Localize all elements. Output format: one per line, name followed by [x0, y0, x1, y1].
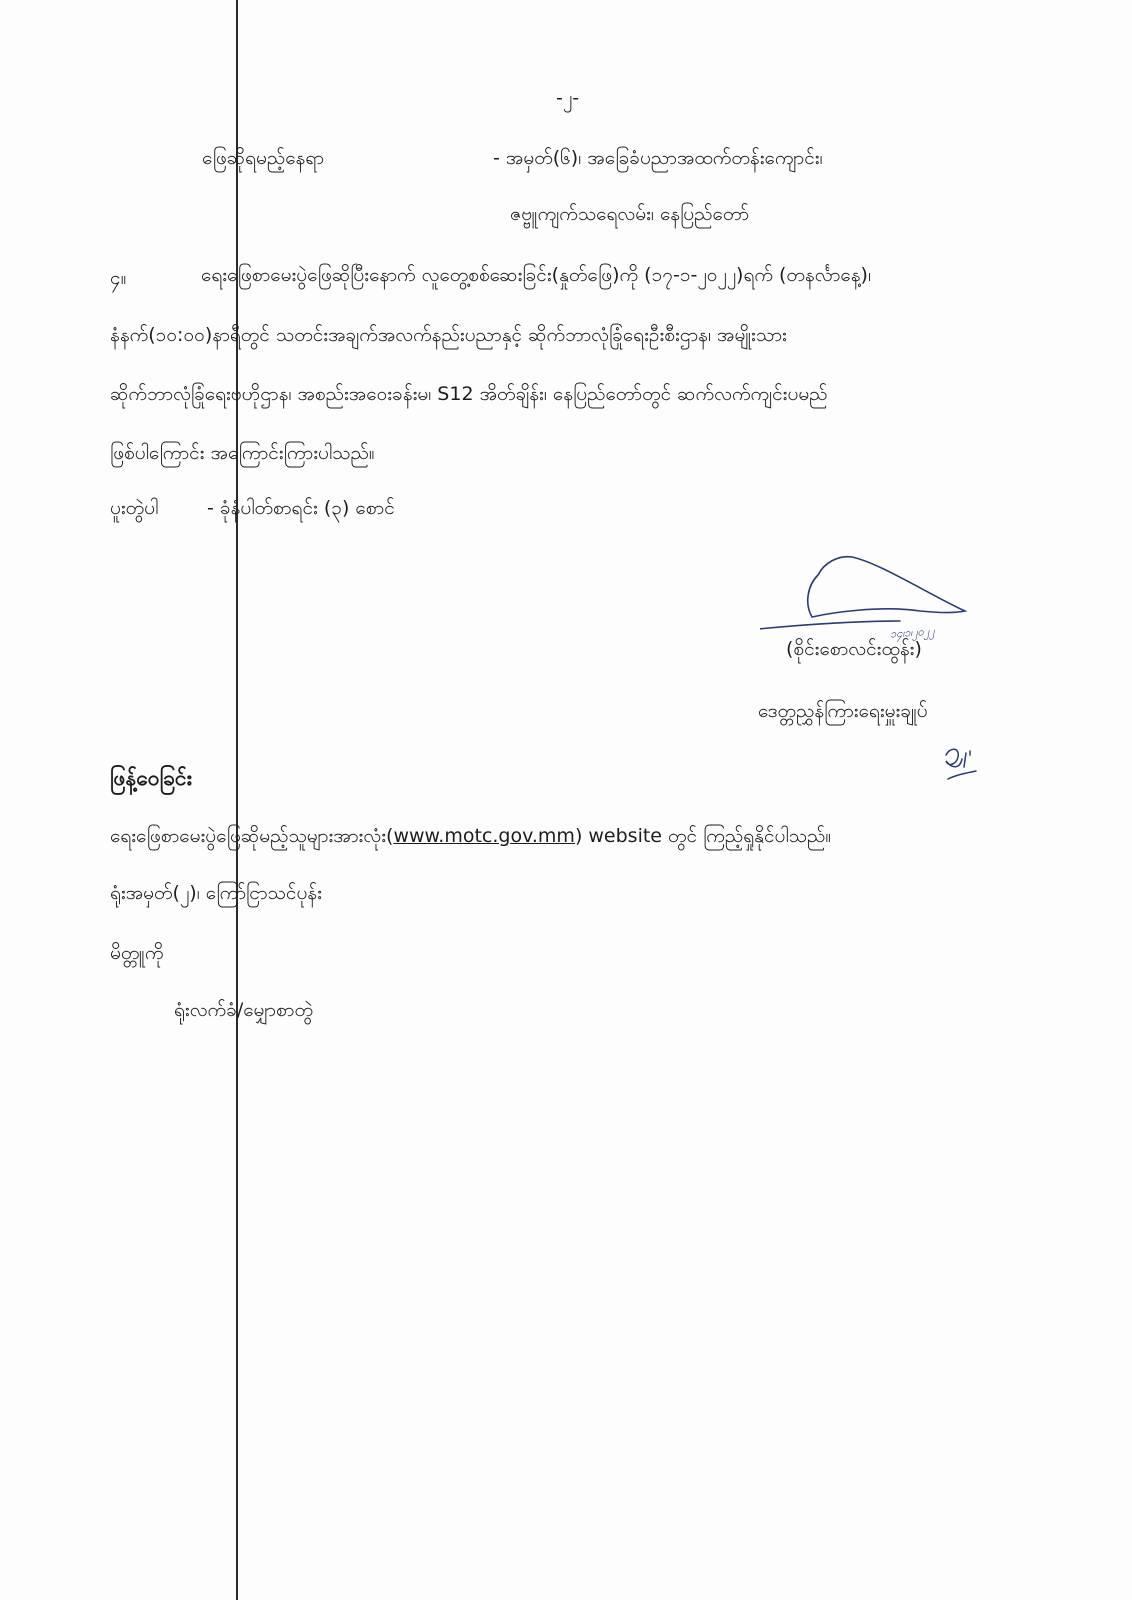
website-link[interactable]: www.motc.gov.mm	[393, 825, 575, 847]
paragraph-number: ၄။	[110, 267, 127, 289]
exam-place-label: ဖြေဆိုရမည့်နေရာ	[202, 147, 325, 169]
distribution-line-post: ) website တွင် ကြည့်ရှုနိုင်ပါသည်။	[574, 825, 832, 847]
distribution-line	[110, 823, 831, 849]
attachment-value: - ခုံနံပါတ်စာရင်း (၃) စောင်	[207, 497, 395, 519]
office-copy-line: ရုံးအမှတ်(၂)၊ ကြော်ငြာသင်ပုန်း	[110, 882, 322, 904]
exam-place-value-line1: - အမှတ်(၆)၊ အခြေခံပညာအထက်တန်းကျောင်း၊	[493, 147, 823, 169]
exam-place-value-line2: ဇဗ္ဗူကျက်သရေလမ်း၊ နေပြည်တော်	[510, 203, 750, 225]
signatory-name: (စိုင်းစောလင်းထွန်း)	[786, 638, 922, 660]
paragraph-line-4: ဖြစ်ပါကြောင်း အကြောင်းကြားပါသည်။	[110, 442, 375, 464]
distribution-line-pre: ရေးဖြေစာမေးပွဲဖြေဆိုမည့်သူများအားလုံး(	[110, 825, 394, 847]
scan-vertical-line	[236, 0, 238, 1600]
distribution-heading: ဖြန့်ဝေခြင်း	[110, 766, 192, 790]
file-copy-line: ရုံးလက်ခံ/မျှောစာတွဲ	[174, 999, 313, 1021]
signature-date-note: ၁၄၊၁၊၂၀၂၂	[889, 624, 935, 641]
signatory-title: ဒေတ္တညွှန်ကြားရေးမှူးချုပ်	[758, 700, 928, 722]
paragraph-line-1: ရေးဖြေစာမေးပွဲဖြေဆိုပြီးနောက် လူတွေ့စစ်ဆေးခြင်း(နှုတ်ဖြေ)ကို (၁၇-၁-၂၀၂၂)ရက် (တနင်္လာနေ့)၊	[201, 264, 871, 286]
attachment-label: ပူးတွဲပါ	[110, 497, 159, 519]
paragraph-line-3: ဆိုက်ဘာလုံခြုံရေးဗဟိုဌာန၊ အစည်းအဝေးခန်းမ၊ S12 အိတ်ချိန်း၊ နေပြည်တော်တွင် ဆက်လက်ကျင်းပမည်	[110, 383, 828, 405]
initial-mark	[940, 745, 984, 787]
signature-image	[760, 555, 1000, 645]
copy-label: မိတ္တူကို	[110, 942, 164, 964]
page-number: -၂-	[556, 87, 580, 109]
paragraph-line-2: နံနက်(၁၀:၀၀)နာရီတွင် သတင်းအချက်အလက်နည်းပညာနှင့် ဆိုက်ဘာလုံခြုံရေးဦးစီးဌာန၊ အမျိုးသား	[110, 324, 787, 346]
